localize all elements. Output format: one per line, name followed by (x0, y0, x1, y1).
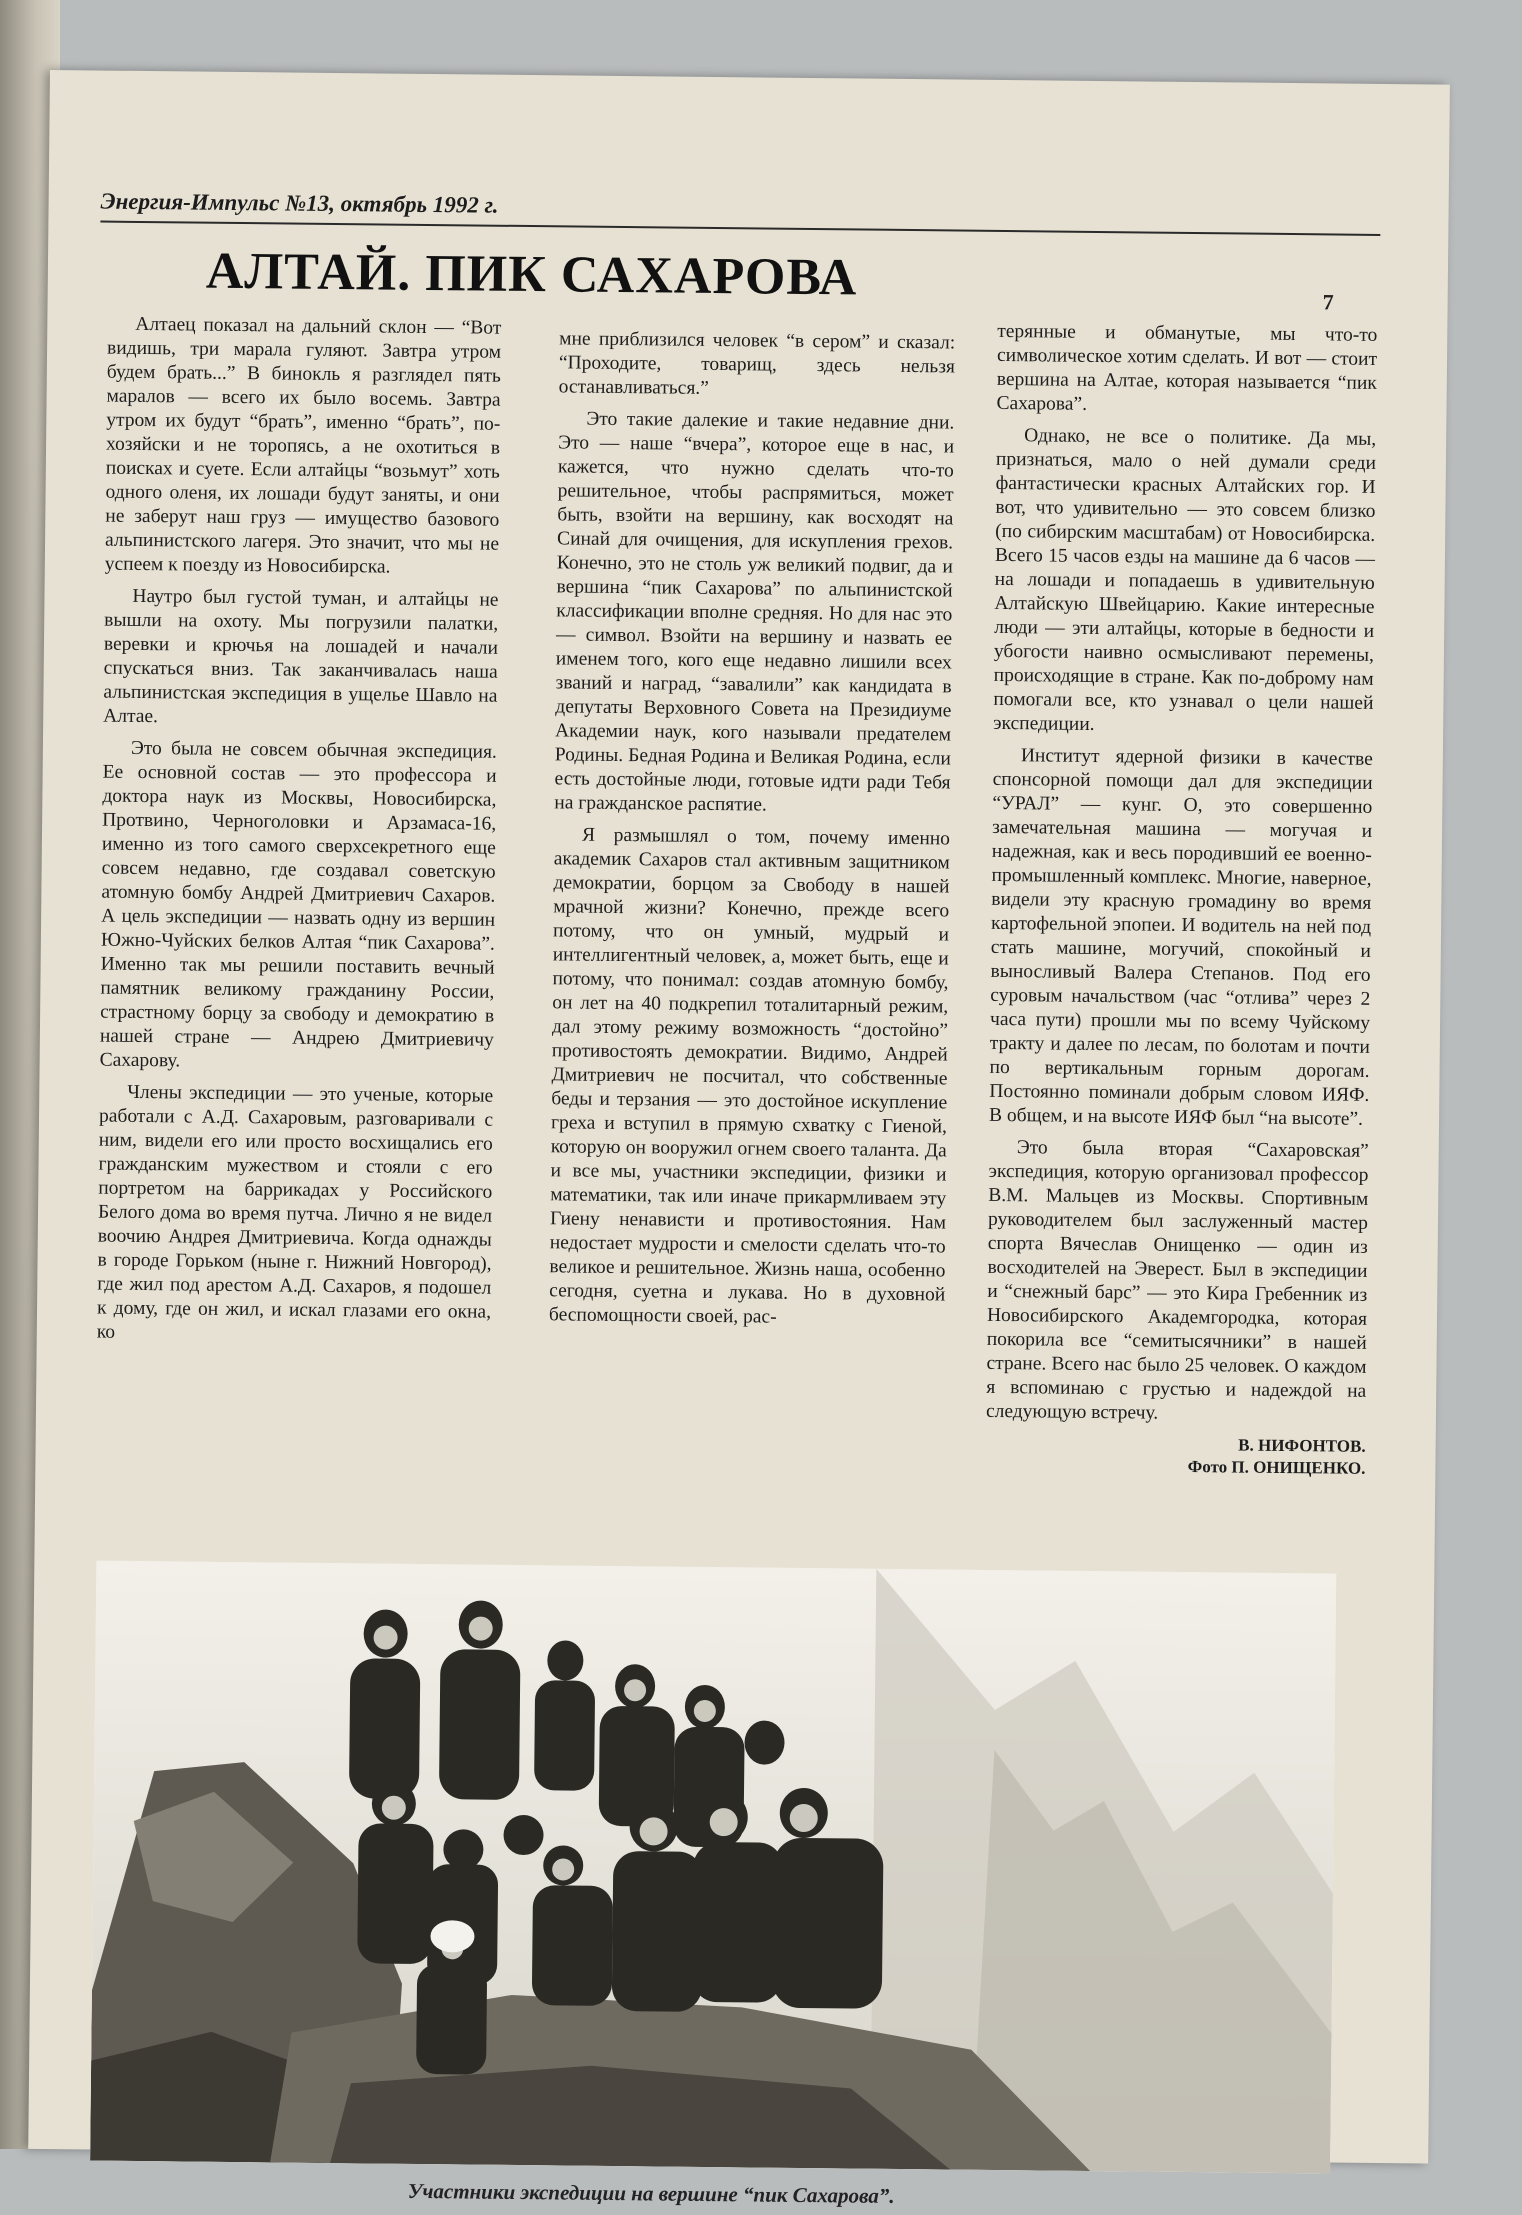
newspaper-page (28, 70, 1450, 2208)
expedition-group-photo (90, 1561, 1336, 2174)
paragraph: Это была не совсем обычная экспедиция. Ее основной состав — это профессора и доктора наук из Москвы, Новосибирска, Протвино, Черноголовки и Арзамаса-16, именно из того самого сверхсекретного еще совсем недавно, где создавал советскую атомную бомбу Андрей Дмитриевич Сахаров. А цель экспедиции — назвать одну из вершин Южно-Чуйских белков Алтая “пик Сахарова”. Именно так мы решили поставить вечный памятник великому гражданину России, страстному борцу за свободу и демократию в нашей стране — Андрею Дмитриевичу Сахарову. (99, 737, 497, 1072)
masthead: Энергия-Импульс №13, октябрь 1992 г. (100, 188, 499, 218)
photo-illustration (90, 1561, 1336, 2174)
article-title: АЛТАЙ. ПИК САХАРОВА (205, 242, 858, 307)
paragraph: Алтаец показал на дальний склон — “Вот видишь, три марала гуляют. Завтра утром будем брать...” В бинокль я разглядел пять маралов — всего их было восемь. Завтра утром их будут “брать”, именно “брать”, по-хозяйски и не торопясь, а не охотиться в поисках и суете. Если алтайцы “возьмут” хоть одного оленя, их лошади будут заняты, и они не заберут наш груз — имущество базового альпинистского лагеря. Это значит, что мы не успеем к поезду из Новосибирска. (104, 313, 502, 578)
column-2 (549, 327, 956, 1339)
header-rule (100, 221, 1380, 236)
paragraph: мне приблизился человек “в сером” и сказал: “Проходите, товарищ, здесь нельзя останавливаться.” (558, 328, 956, 399)
paragraph: Это была вторая “Сахаровская” экспедиция, которую организовал профессор В.М. Мальцев из Москвы. Спортивным руководителем был заслуженный мастер спорта Вячеслав Онищенко — один из восходителей на Эверест. Был в экспедиции и “снежный барс” — это Кира Гребенник из Новосибирского Академгородка, которая покорила все “семитысячники” в нашей стране. Всего нас было 25 человек. О каждом я вспоминаю с грустью и надеждой на следующую встречу. (985, 1137, 1369, 1424)
paragraph: Это такие далекие и такие недавние дни. Это — наше “вчера”, которое еще в нас, и кажется, что нужно сделать что-то решительное, чтобы распрямиться, может быть, взойти на вершину, как восходят на Синай для очищения, для искупления грехов. Конечно, это не столь уж великий подвиг, да и вершина “пик Сахарова” по альпинистской классификации вполне средняя. Но для нас это — символ. Взойти на вершину и назвать ее именем того, кого еще недавно лишили всех званий и наград, “завалили” как кандидата в депутаты Верховного Совета на Президиуме Академии наук, кого называли предателем Родины. Бедная Родина и Великая Родина, если есть достойные люди, готовые идти ради Тебя на гражданское распятие. (554, 408, 955, 816)
paragraph: терянные и обманутые, мы что-то символическое хотим сделать. И вот — стоит вершина на Алтае, которая называется “пик Сахарова”. (996, 320, 1378, 415)
page-number: 7 (1322, 289, 1334, 315)
paragraph: Институт ядерной физики в качестве спонсорной помощи дал для экспедиции “УРАЛ” — кунг. О, это совершенно замечательная машина — могучая и надежная, как и весь породивший ее военно-промышленный комплекс. Многие, наверное, видели эту красную громадину во время картофельной эпопеи. И водитель на ней под стать машине, могучий, спокойный и выносливый Валера Степанов. Под его суровым начальством (час “отлива” через 2 часа пути) прошли мы по всему Чуйскому тракту и далее по лесам, по болотам и почти по вертикальным горным дорогам. Постоянно поминали добрым словом ИЯФ. В общем, и на высоте ИЯФ был “на высоте”. (988, 745, 1373, 1130)
photo-caption: Участники экспедиции на вершине “пик Сахарова”. (407, 2178, 895, 2208)
photo-credit: Фото П. ОНИЩЕНКО. (1187, 1456, 1366, 1478)
author-signature: В. НИФОНТОВ. (1238, 1435, 1366, 1456)
paragraph: Я размышлял о том, почему именно академик Сахаров стал активным защитником демократии, борцом за Свободу в нашей мрачной жизни? Конечно, прежде всего потому, что он умный, мудрый и интеллигентный человек, а, может быть, еще и потому, что понимал: создав атомную бомбу, он лет на 40 подкрепил тоталитарный режим, дал этому режиму возможность “достойно” противостоять демократии. Видимо, Андрей Дмитриевич не посчитал, что собственные беды и терзания — это достойное искупление греха и вступил в прямую схватку с Гиеной, которую он вооружил огнем своего таланта. Да и все мы, участники экспедиции, физики и математики, так или иначе прикармливаем эту Гиену ненависти и противостояния. Нам недостает мудрости и смелости сделать что-то великое и решительное. Жизнь наша, особенно сегодня, суетна и лукава. Но в духовной беспомощности своей, рас- (548, 824, 951, 1328)
paragraph: Наутро был густой туман, и алтайцы не вышли на охоту. Мы погрузили палатки, веревки и крючья на лошадей и начали спускаться вниз. Так заканчивалась наша альпинистская экспедиция в ущелье Шавло на Алтае. (103, 585, 499, 728)
column-3 (985, 320, 1377, 1480)
column-1 (97, 313, 502, 1357)
paragraph: Однако, не все о политике. Да мы, признаться, мало о ней думали среди фантастически красных Алтайских гор. И вот, что удивительно — это совсем близко (по сибирским масштабам) от Новосибирска. Всего 15 часов езды на машине да 6 часов — на лошади и попадаешь в удивительную Алтайскую Швейцарию. Какие интересные люди — эти алтайцы, которые в бедности и убогости наивно осмысливают перемены, происходящие в стране. Как по-доброму нам помогали все, кто узнавал о цели нашей экспедиции. (993, 425, 1377, 735)
paragraph: Члены экспедиции — это ученые, которые работали с А.Д. Сахаровым, разговаривали с ним, видели его или просто восхищались его гражданским мужеством и стояли с его портретом на баррикадах у Российского Белого дома во время путча. Лично я не видел воочию Андрея Дмитриевича. Когда однажды в городе Горьком (ныне г. Нижний Новгород), где жил под арестом А.Д. Сахаров, я подошел к дому, где он жил, и искал глазами его окна, ко (96, 1081, 494, 1343)
